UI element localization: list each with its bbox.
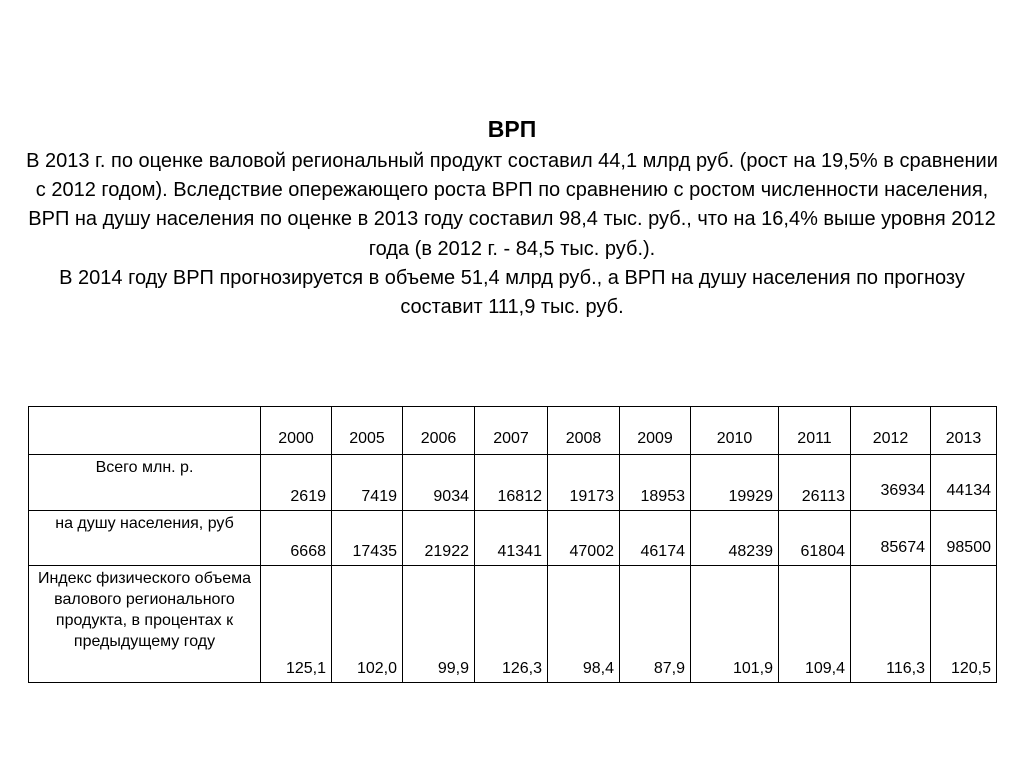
year-header: 2012	[851, 407, 931, 455]
table-cell: 6668	[261, 511, 332, 566]
row-label-per-capita: на душу населения, руб	[29, 511, 261, 566]
table-cell: 17435	[332, 511, 403, 566]
table-cell: 125,1	[261, 566, 332, 683]
year-header: 2008	[548, 407, 620, 455]
year-header: 2010	[691, 407, 779, 455]
table-cell: 21922	[403, 511, 475, 566]
table-cell: 26113	[779, 455, 851, 511]
table-cell: 47002	[548, 511, 620, 566]
table-cell: 18953	[620, 455, 691, 511]
table-row-per-capita	[29, 511, 997, 566]
year-header: 2000	[261, 407, 332, 455]
table-cell: 98500	[931, 511, 997, 566]
table-cell: 9034	[403, 455, 475, 511]
table-cell: 48239	[691, 511, 779, 566]
table-cell: 98,4	[548, 566, 620, 683]
table-cell: 61804	[779, 511, 851, 566]
year-header: 2005	[332, 407, 403, 455]
table-cell: 85674	[851, 511, 931, 566]
header-empty-cell	[29, 407, 261, 455]
row-label-volume-index: Индекс физического объема валового регионального продукта, в процентах к предыдущему году	[29, 566, 261, 683]
paragraph-2014-forecast: В 2014 году ВРП прогнозируется в объеме 51,4 млрд руб., а ВРП на душу населения по прогнозу составит 111,9 тыс. руб.	[59, 266, 965, 319]
table-cell: 16812	[475, 455, 548, 511]
summary-text	[20, 147, 1004, 322]
table-cell: 126,3	[475, 566, 548, 683]
table-cell: 41341	[475, 511, 548, 566]
row-label-total: Всего млн. р.	[29, 455, 261, 511]
year-header: 2013	[931, 407, 997, 455]
gdp-table	[28, 406, 997, 683]
header-row	[29, 407, 997, 455]
table-cell: 46174	[620, 511, 691, 566]
table-row-volume-index	[29, 566, 997, 683]
table-cell: 19929	[691, 455, 779, 511]
table-cell: 2619	[261, 455, 332, 511]
table-cell: 102,0	[332, 566, 403, 683]
table-row-total	[29, 455, 997, 511]
table-cell: 101,9	[691, 566, 779, 683]
year-header: 2009	[620, 407, 691, 455]
table-cell: 120,5	[931, 566, 997, 683]
paragraph-2013-estimate: В 2013 г. по оценке валовой региональный продукт составил 44,1 млрд руб. (рост на 19,5% в сравнении с 2012 годом). Вследствие опережающего роста ВРП по сравнению с ростом численности населения, ВРП на душу населения по оценке в 2013 году составил 98,4 тыс. руб., что на 16,4% выше уровня 2012 года (в 2012 г. - 84,5 тыс. руб.).	[26, 150, 998, 260]
table-cell: 99,9	[403, 566, 475, 683]
table-cell: 109,4	[779, 566, 851, 683]
table-cell: 87,9	[620, 566, 691, 683]
table-cell: 7419	[332, 455, 403, 511]
year-header: 2007	[475, 407, 548, 455]
year-header: 2006	[403, 407, 475, 455]
table-cell: 116,3	[851, 566, 931, 683]
year-header: 2011	[779, 407, 851, 455]
page-title: ВРП	[487, 116, 537, 142]
table-cell: 44134	[931, 455, 997, 511]
table-cell: 36934	[851, 455, 931, 511]
table-cell: 19173	[548, 455, 620, 511]
